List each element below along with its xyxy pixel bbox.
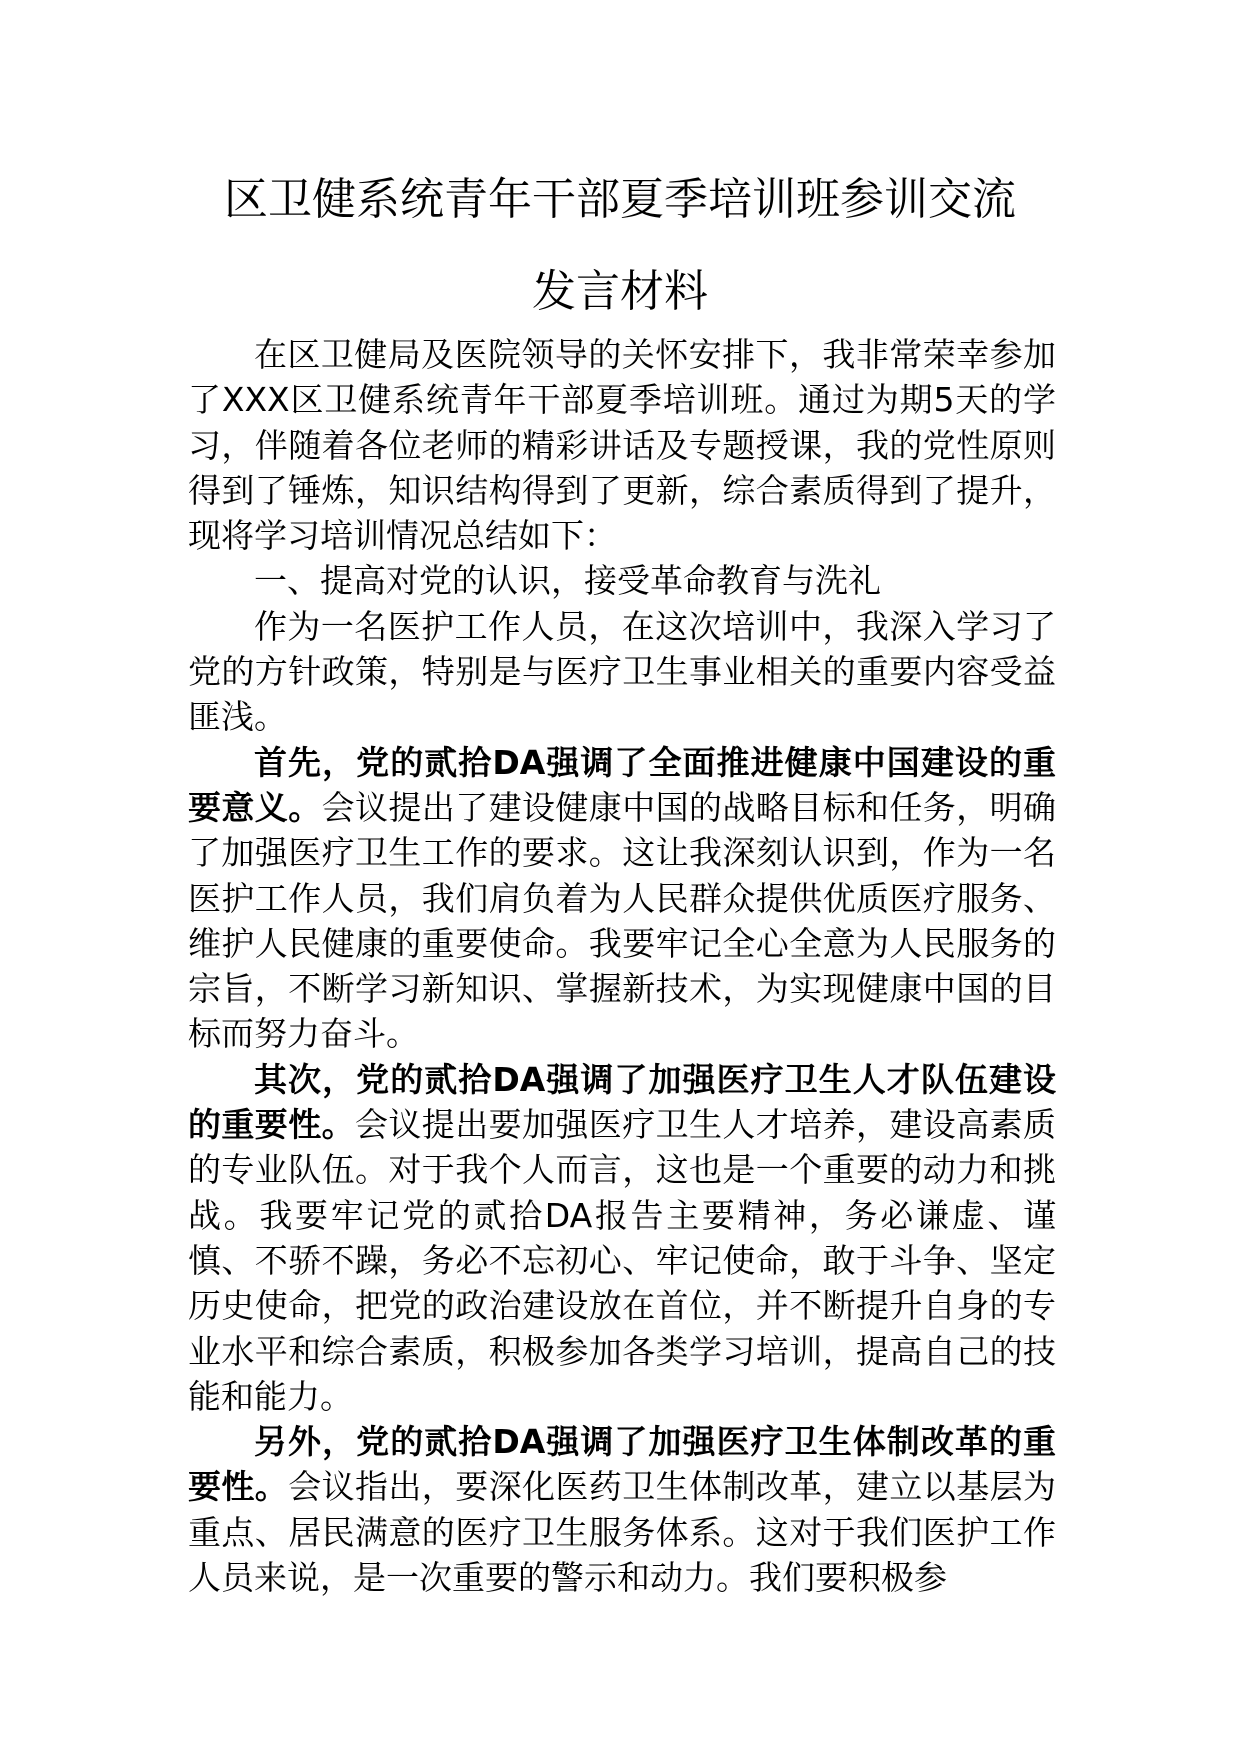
paragraph-text: 作为一名医护工作人员，在这次培训中，我深入学习了党的方针政策，特别是与医疗卫生事业相关的重要内容受益匪浅。 [188, 606, 1056, 737]
paragraph-lead: 其次，党的贰拾DA强调了加强医疗卫生人才队伍建设的重要性。 [188, 1059, 1056, 1145]
paragraph-text: 会议指出，要深化医药卫生体制改革，建立以基层为重点、居民满意的医疗卫生服务体系。这对于我们医护工作人员来说，是一次重要的警示和动力。我们要积极参 [188, 1467, 1057, 1598]
paragraph-text: 会议提出了建设健康中国的战略目标和任务，明确了加强医疗卫生工作的要求。这让我深刻认识到，作为一名医护工作人员，我们肩负着为人民群众提供优质医疗服务、维护人民健康的重要使命。我要牢记全心全意为人民服务的宗旨，不断学习新知识、掌握新技术，为实现健康中国的目标而努力奋斗。 [188, 787, 1057, 1054]
paragraph-text: 一、提高对党的认识，接受革命教育与洗礼 [254, 561, 881, 601]
paragraph-lead: 首先，党的贰拾DA强调了全面推进健康中国建设的重要意义。 [188, 742, 1056, 827]
section-heading-1 [188, 558, 1056, 603]
paragraph-text: 会议提出要加强医疗卫生人才培养，建设高素质的专业队伍。对于我个人而言，这也是一个重要的动力和挑战。我要牢记党的贰拾DA报告主要精神，务必谦虚、谨慎、不骄不躁，务必不忘初心、牢记使命，敢于斗争、坚定历史使命，把党的政治建设放在首位，并不断提升自身的专业水平和综合素质，积极参加各类学习培训，提高自己的技能和能力。 [188, 1105, 1056, 1416]
paragraph-section-1-intro [188, 604, 1056, 740]
paragraph-text: 在区卫健局及医院领导的关怀安排下，我非常荣幸参加了XXX区卫健系统青年干部夏季培训班。通过为期5天的学习，伴随着各位老师的精彩讲话及专题授课，我的党性原则得到了锤炼，知识结构得到了更新，综合素质得到了提升，现将学习培训情况总结如下： [188, 335, 1056, 556]
document-title-line-1: 区卫健系统青年干部夏季培训班参训交流 [224, 174, 1016, 225]
document-title-line-2: 发言材料 [532, 266, 708, 317]
paragraph-lead: 另外，党的贰拾DA强调了加强医疗卫生体制改革的重要性。 [188, 1422, 1056, 1507]
paragraph-second-point [188, 1057, 1056, 1419]
paragraph-intro [188, 332, 1056, 558]
paragraph-first-point [188, 740, 1056, 1057]
document-body [188, 332, 1056, 1600]
paragraph-third-point [188, 1419, 1056, 1600]
